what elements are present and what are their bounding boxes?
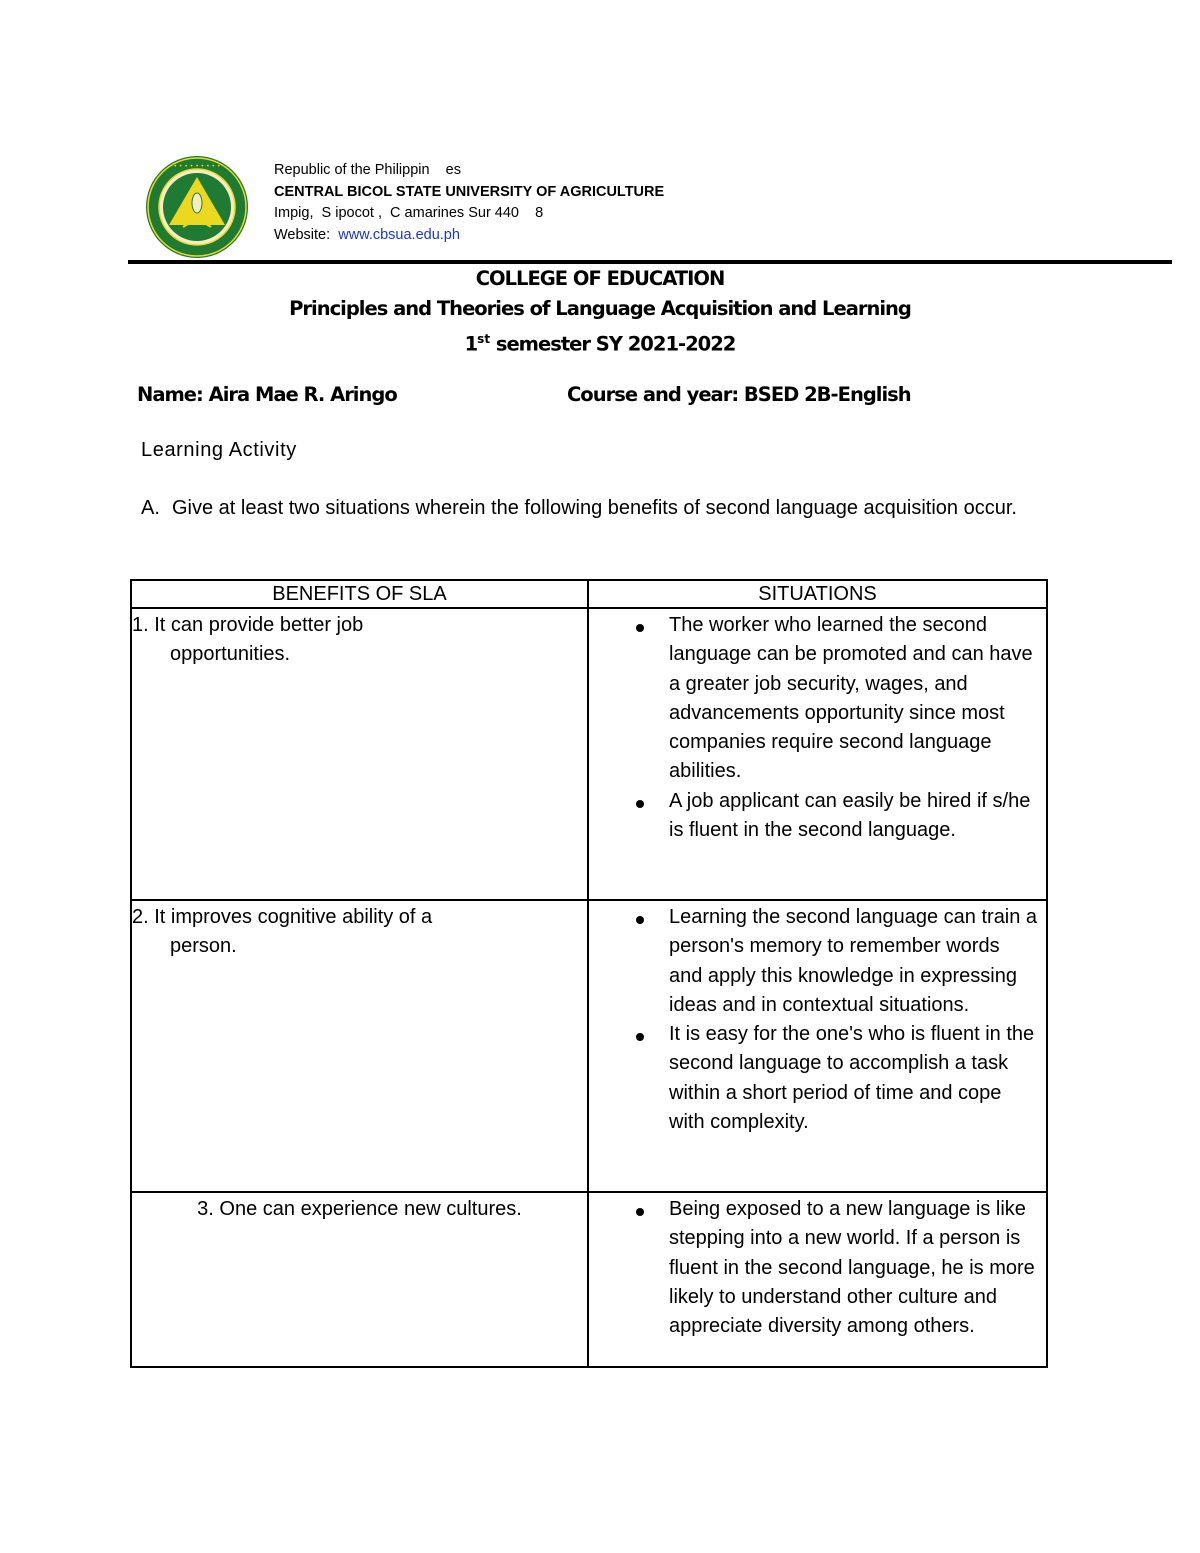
bullet-icon bbox=[636, 624, 644, 632]
situations-cell bbox=[588, 900, 1047, 1192]
benefit-cell bbox=[131, 608, 588, 900]
website-link[interactable]: www.cbsua.edu.ph bbox=[338, 226, 460, 243]
situation-item bbox=[589, 1020, 1046, 1137]
situation-item bbox=[589, 787, 1046, 846]
website-line bbox=[274, 225, 664, 247]
instruction bbox=[141, 494, 1055, 523]
situation-item bbox=[589, 1195, 1046, 1341]
bullet-icon bbox=[636, 800, 644, 808]
activity-heading: Learning Activity bbox=[141, 439, 297, 461]
letterhead-text bbox=[274, 160, 664, 246]
situation-text: It is easy for the one's who is fluent in the second language to accomplish a task within a short period of time and cope with complexity. bbox=[669, 1023, 1035, 1134]
table-row bbox=[131, 608, 1047, 900]
instruction-letter: A. bbox=[141, 497, 160, 519]
university-address: Impig, S ipocot , C amarines Sur 440 8 bbox=[274, 205, 544, 221]
document-titles bbox=[0, 264, 1200, 354]
course-and-year: Course and year: BSED 2B-English bbox=[567, 383, 911, 406]
svg-text:• • • • • • • • •: • • • • • • • • • bbox=[173, 163, 221, 170]
course-title: Principles and Theories of Language Acquisition and Learning bbox=[289, 297, 911, 320]
republic-line: Republic of the Philippin es bbox=[274, 162, 461, 178]
situation-item bbox=[589, 903, 1046, 1020]
website-label: Website: bbox=[274, 226, 331, 243]
semester-suffix: st bbox=[477, 332, 491, 346]
benefit-text-cont: opportunities. bbox=[170, 643, 291, 666]
situation-text: Being exposed to a new language is like stepping into a new world. If a person is fluent in the second language, he is more likely to understand other culture and appreciate diversity among others. bbox=[669, 1198, 1035, 1338]
situation-text: The worker who learned the second language can be promoted and can have a greater job security, wages, and advancements opportunity since most companies require second language abilities. bbox=[669, 614, 1033, 783]
benefit-text: 1. It can provide better job bbox=[132, 614, 364, 636]
benefit-text: 2. It improves cognitive ability of a bbox=[132, 906, 433, 928]
semester-line bbox=[0, 324, 1200, 354]
benefit-text: 3. One can experience new cultures. bbox=[197, 1198, 522, 1220]
bullet-icon bbox=[636, 1033, 644, 1041]
situation-text: A job applicant can easily be hired if s/he is fluent in the second language. bbox=[669, 789, 1031, 842]
table-header-row bbox=[131, 580, 1047, 608]
header-situations: SITUATIONS bbox=[588, 580, 1047, 608]
semester-text: semester SY 2021-2022 bbox=[490, 332, 736, 356]
situation-text: Learning the second language can train a person's memory to remember words and apply this knowledge in expressing ideas and in contextual situations. bbox=[669, 906, 1038, 1016]
header-benefits: BENEFITS OF SLA bbox=[131, 580, 588, 608]
university-seal-logo bbox=[145, 155, 249, 259]
situations-cell bbox=[588, 1192, 1047, 1367]
semester-number: 1 bbox=[464, 332, 478, 356]
university-name: CENTRAL BICOL STATE UNIVERSITY OF AGRICULTURE bbox=[274, 183, 665, 200]
benefits-table bbox=[130, 579, 1048, 1368]
student-name: Name: Aira Mae R. Aringo bbox=[137, 383, 397, 406]
table-row bbox=[131, 900, 1047, 1192]
college-title: COLLEGE OF EDUCATION bbox=[475, 267, 725, 290]
bullet-icon bbox=[636, 916, 644, 924]
benefit-text-cont: person. bbox=[170, 935, 237, 958]
table-row bbox=[131, 1192, 1047, 1367]
benefit-cell bbox=[131, 900, 588, 1192]
instruction-text: Give at least two situations wherein the following benefits of second language acquisition occur. bbox=[172, 497, 1017, 519]
situations-cell bbox=[588, 608, 1047, 900]
benefit-cell bbox=[131, 1192, 588, 1367]
situation-item bbox=[589, 611, 1046, 787]
bullet-icon bbox=[636, 1208, 644, 1216]
